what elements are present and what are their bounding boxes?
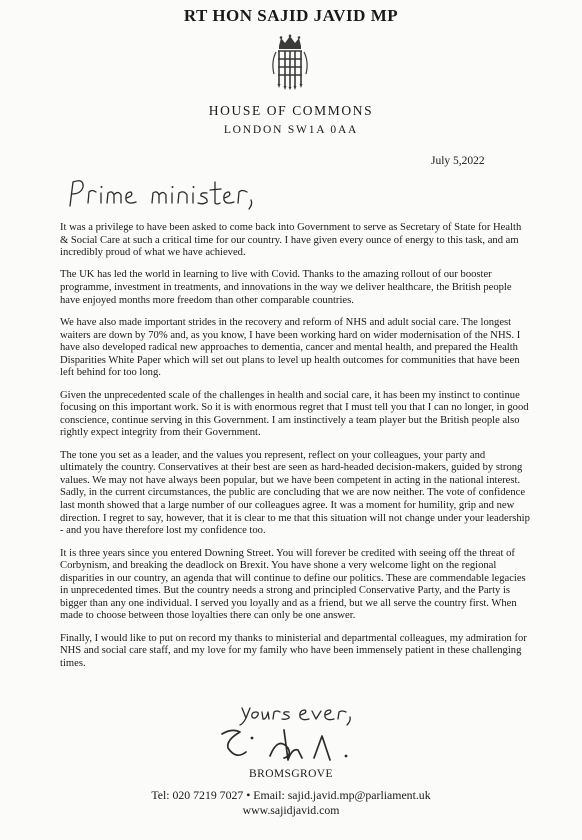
paragraph: We have also made important strides in the recovery and reform of NHS and adult social care. The longest waiters are down by 70% and, as you know, I have been working hard on wider modernisation of the NHS. I have also developed radical new approaches to dementia, cancer and mental health, and prepared the Health Disparities White Paper which will set out plans to level up health outcomes for communities that have been left behind for too long. (60, 316, 521, 379)
paragraph: It is three years since you entered Downing Street. You will forever be credited with seeing off the threat of Corbynism, and breaking the deadlock on Brexit. You have shone a very welcome light on the regional disparities in our country, an agenda that will continue to define our politics. These are commendable legacies in unprecedented times. But the country needs a strong and principled Conservative Party, and the Party is bigger than any one individual. I served you loyally and as a friend, but we all serve the country first. When made to choose between those loyalties there can only be one answer. (60, 547, 526, 622)
house-of-commons: HOUSE OF COMMONS (208, 103, 374, 118)
paragraph: Finally, I would like to put on record my thanks to ministerial and departmental colleagues, my admiration for NHS and social care staff, and my love for my family who have been immensely patient in these challenging times. (60, 632, 527, 669)
handwritten-signoff (238, 700, 368, 726)
contact-details (0, 788, 582, 818)
paragraph: The UK has led the world in learning to live with Covid. Thanks to the amazing rollout of our booster programme, investment in treatments, and innovations in the way we deliver healthcare, the British people have enjoyed months more freedom than other comparable countries. (60, 269, 512, 306)
handwritten-salutation (64, 176, 314, 210)
letter-date: July 5,2022 (431, 155, 485, 167)
paragraph: The tone you set as a leader, and the values you represent, reflect on your colleagues, your party and ultimately the country. Conservatives at their best are seen as hard-headed decision-makers, guided by strong values. We may not have always been popular, but we have been competent in acting in the national interest. Sadly, in the current circumstances, the public are concluding that we are now neither. The vote of confidence last month showed that a large number of our colleagues agree. It was a moment for humility, grip and new direction. I regret to say, however, that it is clear to me that this situation will not change under your leadership - and you have therefore lost my confidence too. (60, 449, 530, 537)
contact-phone-email: Tel: 020 7219 7027 • Email: sajid.javid.mp@parliament.uk (151, 788, 431, 802)
contact-website: www.sajidjavid.com (242, 803, 340, 817)
constituency: BROMSGROVE (249, 768, 333, 780)
portcullis-icon (267, 34, 313, 90)
paragraph: Given the unprecedented scale of the challenges in health and social care, it has been my instinct to continue focusing on this important work. So it is with enormous regret that I must tell you that I can no longer, in good conscience, continue serving in this Government. I am instinctively a team player but the British people also rightly expect integrity from their Government. (60, 389, 529, 439)
letter-body (60, 222, 530, 680)
letterhead-name: RT HON SAJID JAVID MP (183, 6, 399, 25)
signature (218, 726, 408, 766)
paragraph: It was a privilege to have been asked to come back into Government to serve as Secretary of State for Health & Social Care at such a critical time for our country. I have given every ounce of energy to this task, and am incredibly proud of what we have achieved. (60, 222, 522, 259)
letterhead-address: LONDON SW1A 0AA (223, 124, 359, 136)
